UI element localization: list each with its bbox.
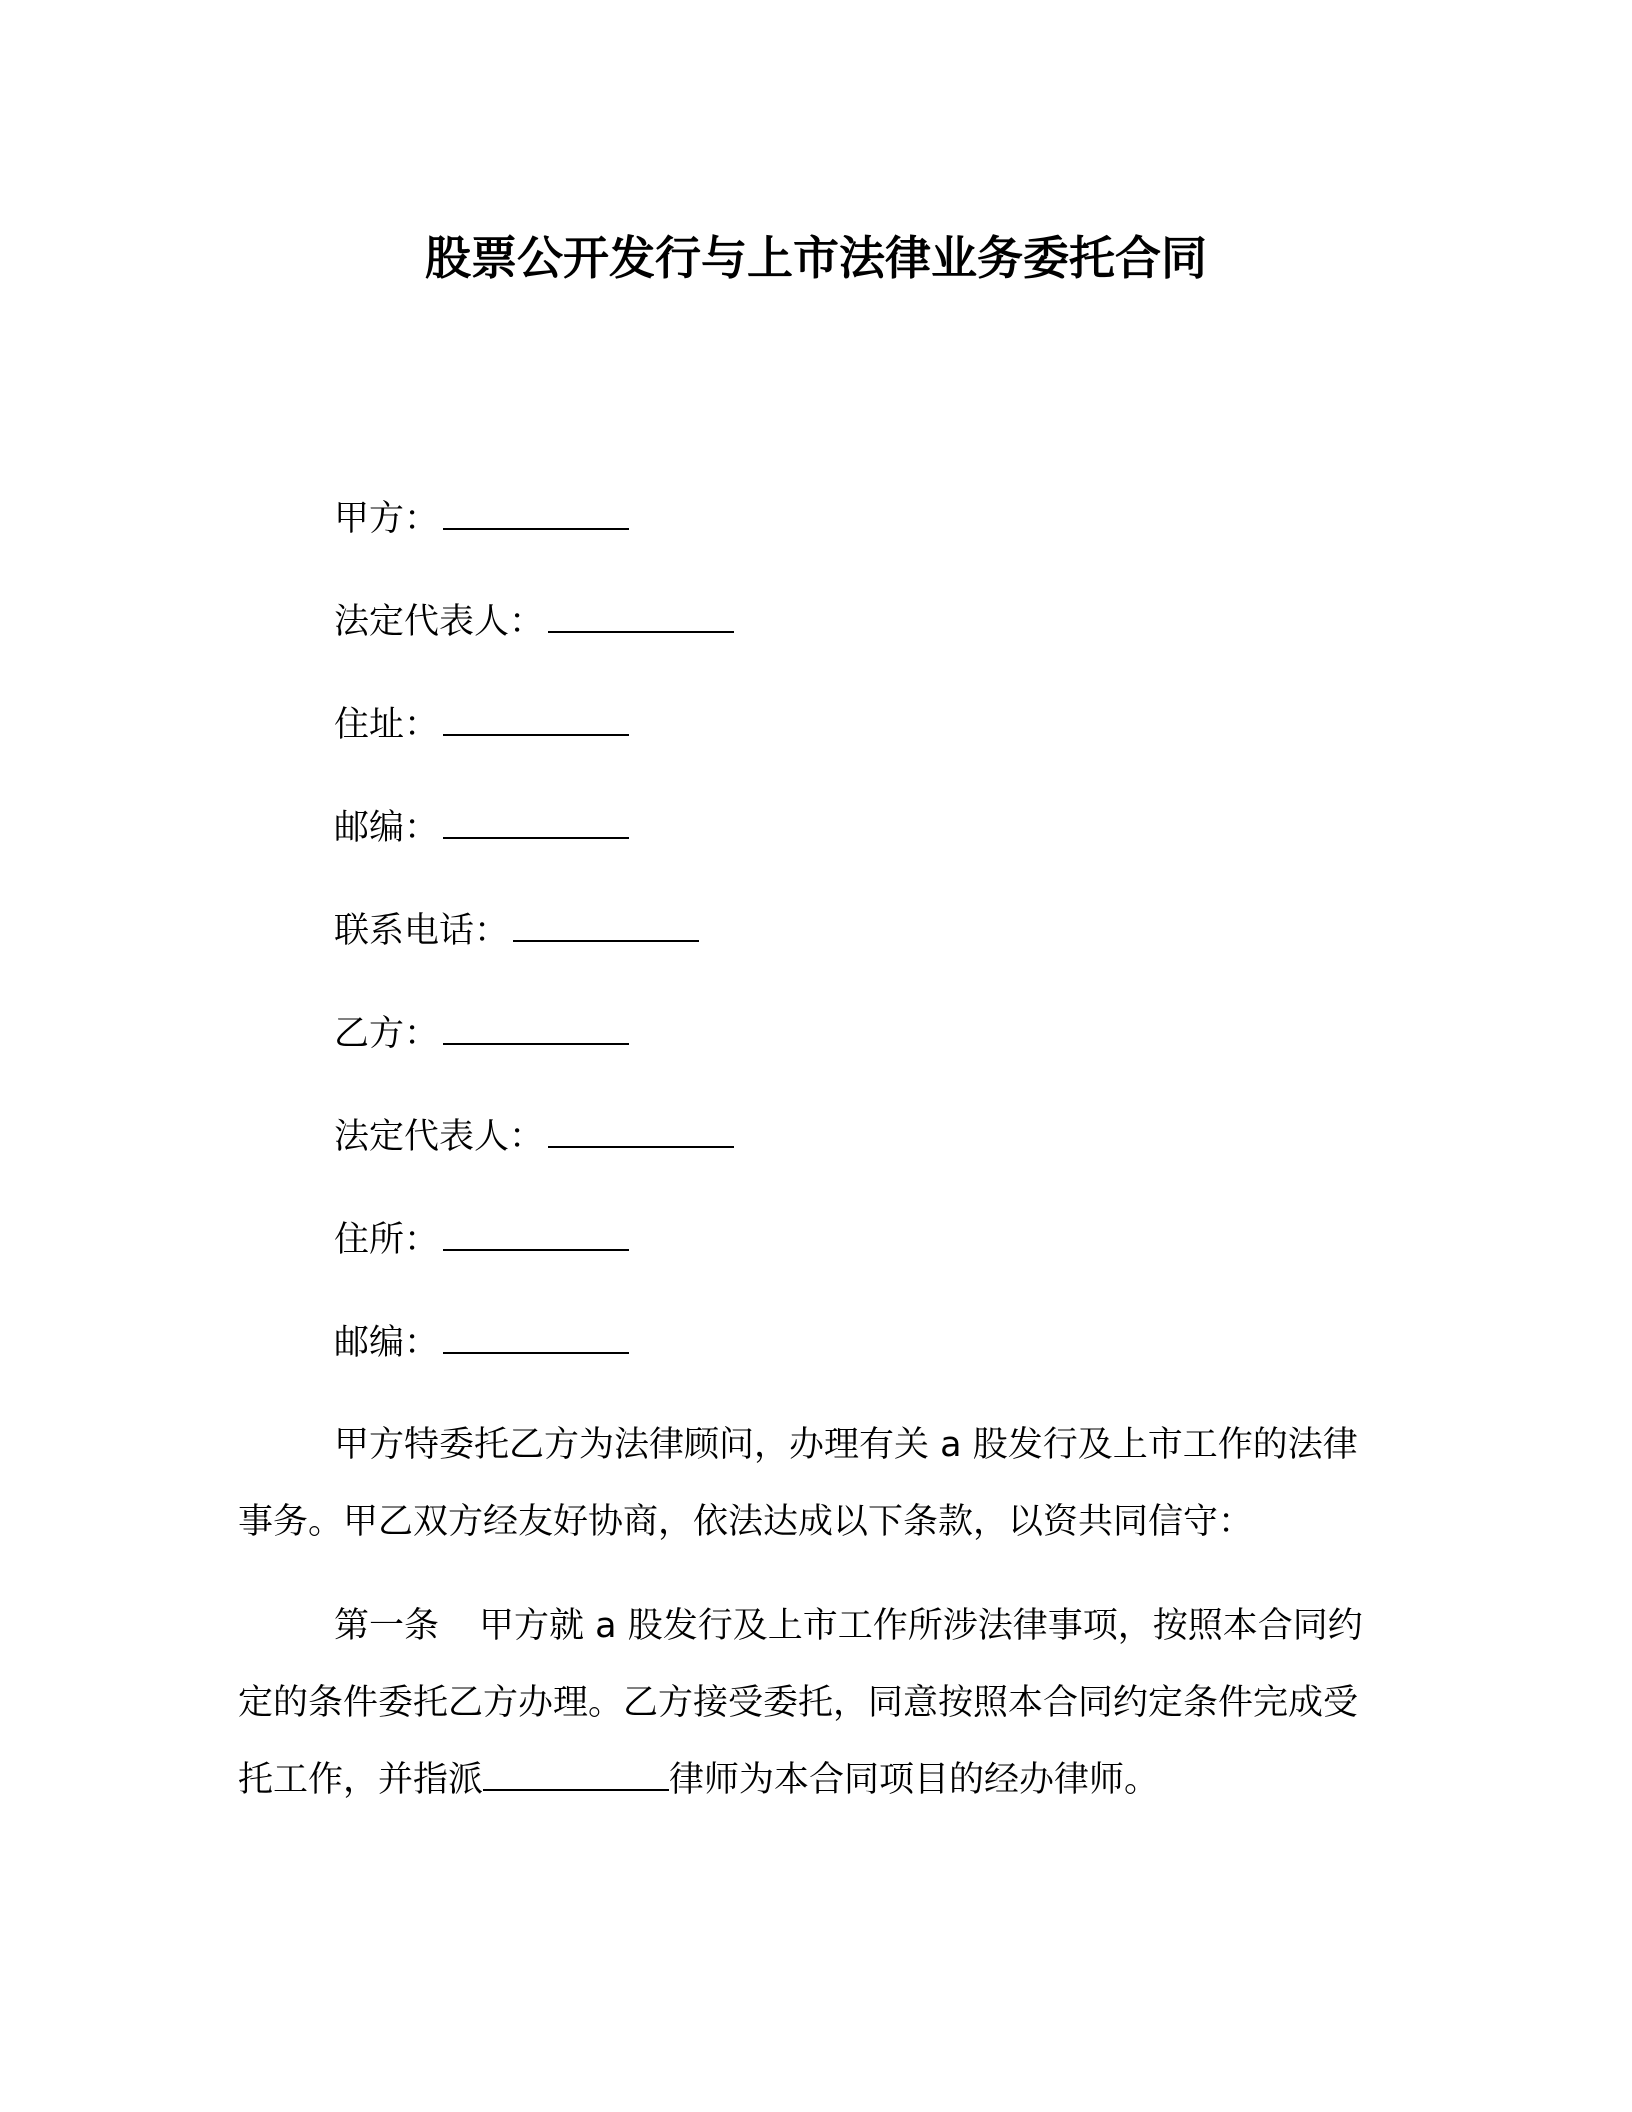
article-1-paragraph: [238, 1588, 1378, 1819]
party-b-representative-blank: [548, 1118, 734, 1148]
party-b-residence-label: 住所：: [334, 1220, 440, 1260]
article-1-text-before: 甲方就 a 股发行及上市工作所涉法律事项，按照本合同约定的条件委托乙方办理。乙方接受委托，同意按照本合同约定条件完成受托工作，并指派: [238, 1606, 1363, 1800]
party-b-label: 乙方：: [334, 1014, 440, 1054]
party-a-label: 甲方：: [334, 499, 440, 539]
party-b-residence-blank: [443, 1221, 629, 1251]
party-a-phone-field: [334, 906, 699, 956]
party-a-address-label: 住址：: [334, 705, 440, 745]
party-b-postcode-field: [334, 1318, 629, 1368]
party-a-blank: [443, 500, 629, 530]
party-b-representative-label: 法定代表人：: [334, 1117, 545, 1157]
party-a-postcode-blank: [443, 809, 629, 839]
party-a-address-field: [334, 700, 629, 750]
party-b-field: [334, 1009, 629, 1059]
party-a-representative-blank: [548, 603, 734, 633]
party-a-field: [334, 494, 629, 544]
party-a-representative-field: [334, 597, 734, 647]
party-a-address-blank: [443, 706, 629, 736]
party-b-postcode-label: 邮编：: [334, 1323, 440, 1363]
party-a-postcode-label: 邮编：: [334, 808, 440, 848]
party-a-phone-label: 联系电话：: [334, 911, 510, 951]
party-a-representative-label: 法定代表人：: [334, 602, 545, 642]
document-title: 股票公开发行与上市法律业务委托合同: [425, 231, 1207, 285]
party-b-residence-field: [334, 1215, 629, 1265]
article-1-number: 第一条: [334, 1606, 440, 1646]
party-b-blank: [443, 1015, 629, 1045]
party-b-representative-field: [334, 1112, 734, 1162]
party-b-postcode-blank: [443, 1324, 629, 1354]
article-1-text-after: 律师为本合同项目的经办律师。: [669, 1760, 1160, 1800]
lawyer-name-blank: [483, 1761, 669, 1791]
intro-paragraph: 甲方特委托乙方为法律顾问，办理有关 a 股发行及上市工作的法律事务。甲乙双方经友好协商，依法达成以下条款，以资共同信守：: [238, 1425, 1358, 1542]
party-a-phone-blank: [513, 912, 699, 942]
party-a-postcode-field: [334, 803, 629, 853]
